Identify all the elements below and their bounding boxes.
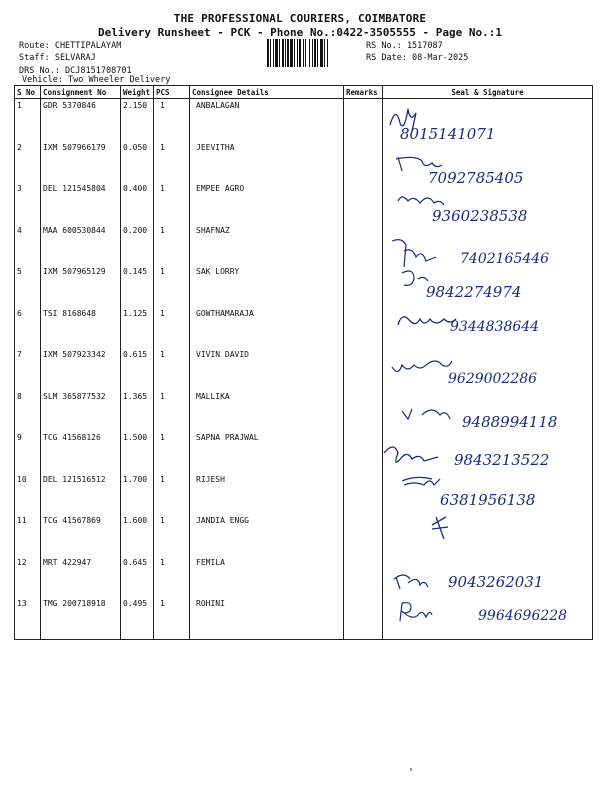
cell-consignee: SHAFNAZ	[190, 224, 344, 266]
barcode	[266, 39, 358, 67]
handwritten-phone: 9488994118	[462, 413, 558, 431]
cell-sno: 8	[15, 390, 41, 432]
handwritten-phone: 9842274974	[426, 283, 522, 301]
cell-sno: 4	[15, 224, 41, 266]
cell-weight: 0.400	[121, 182, 154, 224]
cell-consignee: JEEVITHA	[190, 141, 344, 183]
cell-pcs: 1	[154, 348, 190, 390]
handwritten-phone: 6381956138	[440, 491, 536, 509]
handwritten-phone: 9629002286	[448, 371, 538, 387]
cell-sno: 7	[15, 348, 41, 390]
handwritten-phone: 9843213522	[454, 451, 550, 469]
cell-consignment: TCG 41567869	[41, 514, 121, 556]
cell-weight: 1.365	[121, 390, 154, 432]
rs-date: RS Date: 08-Mar-2025	[366, 53, 469, 63]
cell-sno: 1	[15, 99, 41, 141]
cell-sno: 3	[15, 182, 41, 224]
cell-pcs: 1	[154, 141, 190, 183]
cell-pcs: 1	[154, 473, 190, 515]
cell-sno: 12	[15, 556, 41, 598]
cell-pcs: 1	[154, 556, 190, 598]
cell-consignee: FEMILA	[190, 556, 344, 598]
cell-weight: 1.500	[121, 431, 154, 473]
vehicle-label: Vehicle: Two Wheeler Delivery	[22, 75, 171, 85]
signature-scribble	[398, 317, 456, 325]
cell-sno: 13	[15, 597, 41, 639]
cell-pcs: 1	[154, 307, 190, 349]
signature-scribble	[384, 447, 438, 462]
cell-consignee: SAPNA PRAJWAL	[190, 431, 344, 473]
cell-sno: 2	[15, 141, 41, 183]
cell-consignment: SLM 365877532	[41, 390, 121, 432]
cell-pcs: 1	[154, 597, 190, 639]
signature-scribble	[402, 409, 450, 419]
cell-consignee: VIVIN DAVID	[190, 348, 344, 390]
header-pcs: PCS	[154, 86, 190, 99]
cell-consignee: RIJESH	[190, 473, 344, 515]
cell-pcs: 1	[154, 431, 190, 473]
cell-weight: 0.145	[121, 265, 154, 307]
cell-consignee: EMPEE AGRO	[190, 182, 344, 224]
cell-consignment: TSI 8168648	[41, 307, 121, 349]
cell-weight: 1.600	[121, 514, 154, 556]
cell-consignment: GDR 5370846	[41, 99, 121, 141]
staff-label: Staff: SELVARAJ	[19, 53, 96, 63]
runsheet-subtitle: Delivery Runsheet - PCK - Phone No.:0422-3505555 - Page No.:1	[98, 26, 502, 39]
cell-weight: 0.200	[121, 224, 154, 266]
route-label: Route: CHETTIPALAYAM	[19, 41, 122, 51]
cell-weight: 1.125	[121, 307, 154, 349]
cell-pcs: 1	[154, 265, 190, 307]
header-consignment: Consignment No	[41, 86, 121, 99]
rs-number: RS No.: 1517087	[366, 41, 443, 51]
cell-pcs: 1	[154, 182, 190, 224]
cell-weight: 0.645	[121, 556, 154, 598]
cell-pcs: 1	[154, 390, 190, 432]
header-remarks: Remarks	[344, 86, 383, 99]
cell-sno: 11	[15, 514, 41, 556]
cell-sno: 6	[15, 307, 41, 349]
cell-weight: 1.700	[121, 473, 154, 515]
cell-pcs: 1	[154, 514, 190, 556]
handwritten-phone: 7402165446	[460, 251, 550, 267]
signature-scribble	[432, 517, 448, 539]
cell-sno: 10	[15, 473, 41, 515]
cell-consignment: DEL 121516512	[41, 473, 121, 515]
cell-consignment: IXM 507966179	[41, 141, 121, 183]
handwritten-phone: 9964696228	[478, 608, 568, 624]
cell-sno: 9	[15, 431, 41, 473]
signature-scribble	[392, 240, 436, 267]
cell-weight: 0.050	[121, 141, 154, 183]
handwritten-phone: 9360238538	[432, 207, 528, 225]
signature-scribble	[402, 271, 428, 285]
cell-weight: 2.150	[121, 99, 154, 141]
cell-consignment: TMG 200718918	[41, 597, 121, 639]
cell-consignment: TCG 41568126	[41, 431, 121, 473]
cell-consignee: GOWTHAMARAJA	[190, 307, 344, 349]
signature-scribble	[400, 603, 432, 621]
cell-pcs: 1	[154, 99, 190, 141]
header-consignee: Consignee Details	[190, 86, 344, 99]
cell-consignment: MAA 600530844	[41, 224, 121, 266]
cell-sno: 5	[15, 265, 41, 307]
scan-speck	[410, 768, 412, 771]
cell-consignment: IXM 507965129	[41, 265, 121, 307]
cell-consignee: ANBALAGAN	[190, 99, 344, 141]
cell-weight: 0.495	[121, 597, 154, 639]
cell-consignee: SAK LORRY	[190, 265, 344, 307]
signature-scribble	[392, 361, 452, 372]
handwritten-phone: 7092785405	[428, 169, 524, 187]
handwritten-phone: 8015141071	[400, 125, 496, 143]
handwritten-phone: 9344838644	[450, 319, 540, 335]
company-title: THE PROFESSIONAL COURIERS, COIMBATORE	[173, 12, 427, 25]
header-weight: Weight	[121, 86, 154, 99]
cell-weight: 0.615	[121, 348, 154, 390]
cell-consignment: MRT 422947	[41, 556, 121, 598]
signature-scribble	[394, 575, 428, 589]
cell-consignee: ROHINI	[190, 597, 344, 639]
signature-scribble	[398, 197, 444, 205]
header-sno: S No	[15, 86, 41, 99]
cell-pcs: 1	[154, 224, 190, 266]
cell-consignee: JANDIA ENGG	[190, 514, 344, 556]
cell-consignment: DEL 121545804	[41, 182, 121, 224]
signature-scribble	[402, 477, 440, 485]
header-signature: Seal & Signature	[383, 86, 593, 99]
cell-consignee: MALLIKA	[190, 390, 344, 432]
drs-number: DRS No.: DCJ8151708701	[19, 66, 132, 76]
signature-area	[340, 95, 592, 635]
handwritten-phone: 9043262031	[448, 573, 544, 591]
cell-consignment: IXM 507923342	[41, 348, 121, 390]
